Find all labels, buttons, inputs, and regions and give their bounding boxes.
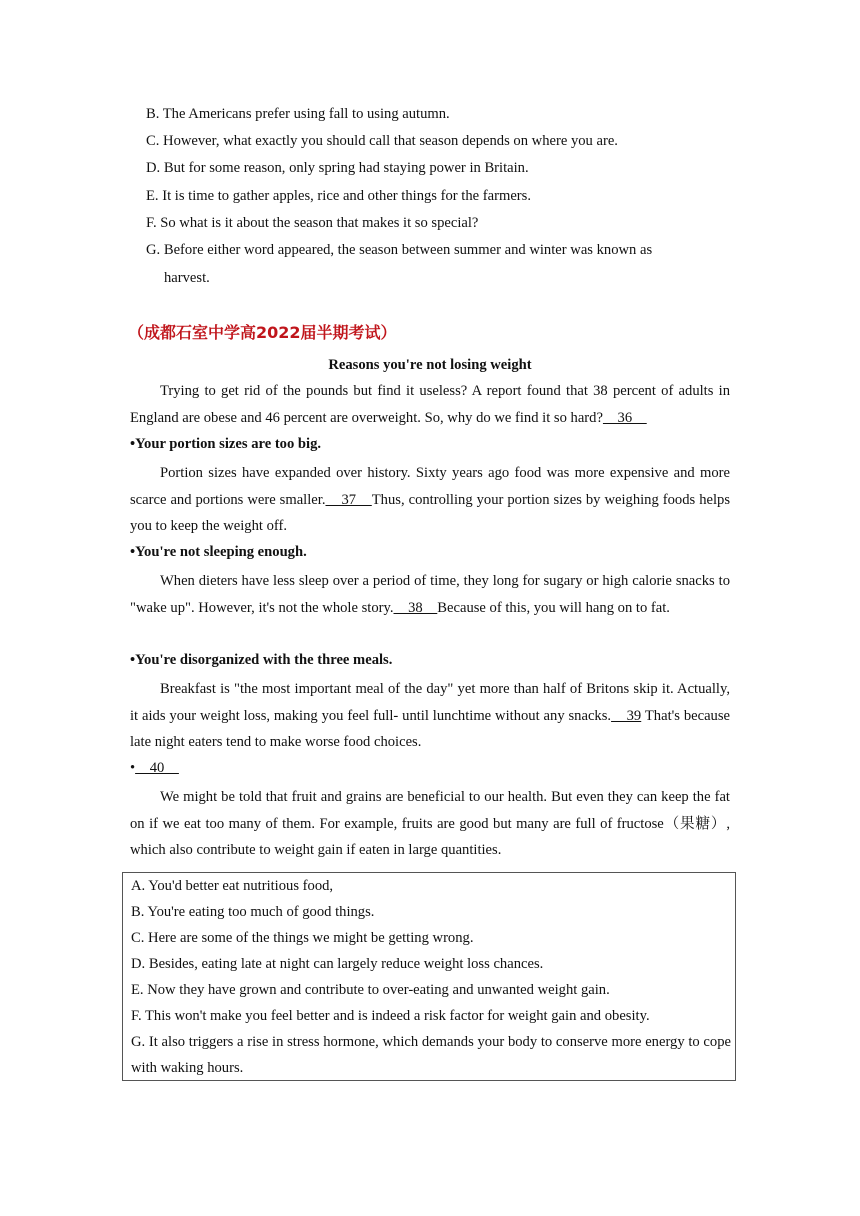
paragraph-sleeping <box>130 568 730 621</box>
heading-sleeping: •You're not sleeping enough. <box>130 544 307 560</box>
para1-text-b: Thus, controlling your portion sizes by weighing foods helps you to keep the weight off. <box>130 491 730 534</box>
intro-text: Trying to get rid of the pounds but find it useless? A report found that 38 percent of adults in England are obese and 46 percent are overweight. So, why do we find it so hard? <box>130 383 730 426</box>
blank-40: 40 <box>135 760 179 776</box>
option-b: B. The Americans prefer using fall to using autumn. <box>146 106 450 122</box>
heading-portion-sizes: •Your portion sizes are too big. <box>130 436 322 452</box>
answer-option-c: C. Here are some of the things we might be getting wrong. <box>131 930 474 946</box>
paragraph-portion-sizes <box>130 460 730 540</box>
answer-option-e: E. Now they have grown and contribute to over-eating and unwanted weight gain. <box>131 982 610 998</box>
heading-blank-40 <box>130 758 179 778</box>
para1-text-a: Portion sizes have expanded over history. Sixty years ago food was more expensive and more scarce and portions were smaller. <box>130 465 730 508</box>
blank-38: 38 <box>393 599 438 616</box>
answer-option-g: G. It also triggers a rise in stress hormone, which demands your body to conserve more energy to cope with waking hours. <box>131 1034 731 1076</box>
para3-text-b: That's because late night eaters tend to make worse food choices. <box>130 707 731 750</box>
paragraph-meals <box>130 676 730 756</box>
paragraph-fruit-grains: We might be told that fruit and grains are beneficial to our health. But even they can keep the fat on if we eat too many of them. For example, fruits are good but many are full of fructose（果糖）, which also contribute to weight gain if eaten in large quantities. <box>130 789 730 858</box>
option-f: F. So what is it about the season that makes it so special? <box>146 215 479 231</box>
answer-option-d: D. Besides, eating late at night can largely reduce weight loss chances. <box>131 956 544 972</box>
answer-options-box <box>122 872 736 1081</box>
option-g: G. Before either word appeared, the season between summer and winter was known as <box>146 242 653 258</box>
option-d: D. But for some reason, only spring had staying power in Britain. <box>146 160 529 176</box>
blank-37: 37 <box>325 491 372 508</box>
option-c: C. However, what exactly you should call that season depends on where you are. <box>146 133 618 149</box>
blank-39: 39 <box>611 707 642 724</box>
answer-option-f: F. This won't make you feel better and is indeed a risk factor for weight gain and obesity. <box>131 1008 650 1024</box>
answer-option-b: B. You're eating too much of good things. <box>131 904 375 920</box>
answer-option-a: A. You'd better eat nutritious food, <box>131 878 334 894</box>
heading-meals: •You're disorganized with the three meals. <box>130 652 393 668</box>
blank-36: 36 <box>602 409 647 426</box>
option-g-continued: harvest. <box>164 270 210 286</box>
para2-text-b: Because of this, you will hang on to fat. <box>437 599 670 616</box>
exam-source-label: （成都石室中学高2022届半期考试） <box>128 323 397 342</box>
article-title: Reasons you're not losing weight <box>328 357 532 373</box>
option-e: E. It is time to gather apples, rice and other things for the farmers. <box>146 188 531 204</box>
intro-paragraph <box>130 378 730 431</box>
para3-text-a: Breakfast is "the most important meal of the day" yet more than half of Britons skip it. Actually, it aids your weight loss, making you feel full- until lunchtime without any snacks. <box>130 681 730 724</box>
bullet-marker: • <box>130 760 136 776</box>
para2-text-a: When dieters have less sleep over a period of time, they long for sugary or high calorie snacks to "wake up". However, it's not the whole story. <box>130 573 730 616</box>
